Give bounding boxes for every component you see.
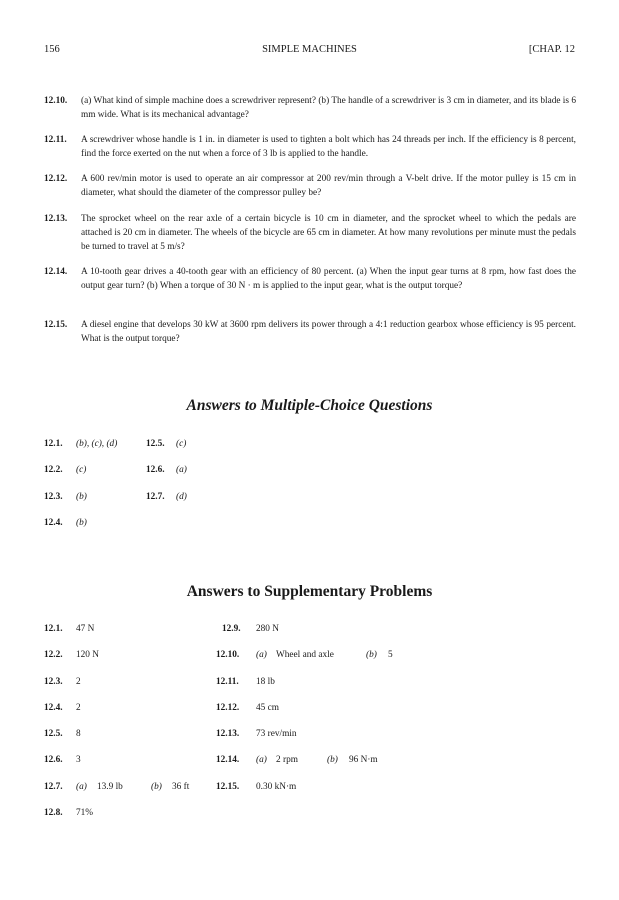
mc-ans: (b) [76,518,87,528]
sp-ans: 0.30 kN·m [256,782,297,792]
problem-number: 12.13. [44,214,68,224]
sp-num: 12.14. [216,755,240,765]
problem-number: 12.15. [44,320,68,330]
problem-text: The sprocket wheel on the rear axle of a certain bicycle is 10 cm in diameter, and the sprocket wheel to which the pedals are attached is 20 cm in diameter. The wheels of the bicycle are 65 cm in diameter. At how many revolutions per minute must the pedals be turned to travel at 5 m/s? [81,214,576,252]
sp-num: 12.8. [44,808,63,818]
sp-num: 12.5. [44,729,63,739]
mc-ans: (d) [176,492,187,502]
sp-ans: 71% [76,808,94,818]
sp-answer [44,808,93,818]
problem-12-10 [44,94,576,122]
mc-num: 12.6. [146,465,165,475]
sp-ans: 45 cm [256,703,279,713]
sp-value-b: 96 N·m [349,755,378,765]
mc-answer [44,492,87,502]
page-number: 156 [44,44,60,55]
sp-part-b: (b) [327,755,338,765]
sp-answer [216,703,279,713]
mc-num: 12.3. [44,492,63,502]
sp-part-b: (b) [151,782,162,792]
sp-ans: 120 N [76,650,99,660]
sp-answer [44,729,81,739]
mc-ans: (b) [76,492,87,502]
sp-num: 12.6. [44,755,63,765]
sp-answer [44,755,81,765]
sp-num: 12.4. [44,703,63,713]
problem-text: A diesel engine that develops 30 kW at 3600 rpm delivers its power through a 4:1 reduction gearbox whose efficiency is 95 percent. What is the output torque? [81,320,576,344]
sp-ans: 280 N [256,624,279,634]
sp-answer [44,624,94,634]
sp-ans: 2 [76,703,81,713]
sp-ans: 73 rev/min [256,729,297,739]
sp-num: 12.15. [216,782,240,792]
problem-number: 12.14. [44,267,68,277]
sp-answer [216,729,297,739]
problem-text: (a) What kind of simple machine does a screwdriver represent? (b) The handle of a screwdriver is 3 cm in diameter, and its blade is 6 mm wide. What is its mechanical advantage? [81,96,576,120]
sp-num: 12.11. [216,677,239,687]
sp-answer [44,703,81,713]
problem-text: A screwdriver whose handle is 1 in. in diameter is used to tighten a bolt which has 24 threads per inch. If the efficiency is 8 percent, find the force exerted on the nut when a force of 3 lb is applied to the handle. [81,135,576,159]
mc-num: 12.2. [44,465,63,475]
sp-num: 12.3. [44,677,63,687]
problem-12-13 [44,212,576,254]
problem-text: A 10-tooth gear drives a 40-tooth gear with an efficiency of 80 percent. (a) When the input gear turns at 8 rpm, how fast does the output gear turn? (b) When a torque of 30 N · m is applied to the input gear, what is the output torque? [81,267,576,291]
sp-part-b: (b) [366,650,377,660]
mc-ans: (b), (c), (d) [76,439,118,449]
running-title: SIMPLE MACHINES [262,44,357,55]
sp-part-a: (a) [256,755,267,765]
sp-part-a: (a) [76,782,87,792]
sp-answer [216,755,378,765]
mc-num: 12.4. [44,518,63,528]
sp-answer [216,677,275,687]
sp-num: 12.1. [44,624,63,634]
sp-num: 12.7. [44,782,63,792]
mc-answer [44,439,117,449]
sp-num: 12.2. [44,650,63,660]
problem-text: A 600 rev/min motor is used to operate an air compressor at 200 rev/min through a V-belt drive. If the motor pulley is 15 cm in diameter, what should the diameter of the compressor pulley be? [81,174,576,198]
sp-answer [44,650,99,660]
sp-num: 12.9. [222,624,241,634]
mc-num: 12.1. [44,439,63,449]
mc-ans: (c) [176,439,187,449]
sp-ans: 47 N [76,624,95,634]
mc-answers-heading: Answers to Multiple-Choice Questions [186,397,433,414]
problem-12-11 [44,133,576,161]
sp-value-b: 5 [388,650,393,660]
sp-value-b: 36 ft [172,782,190,792]
mc-ans: (a) [176,465,187,475]
sp-value-a: 13.9 lb [97,782,123,792]
problem-12-14 [44,265,576,293]
problem-12-15 [44,318,576,346]
supplementary-answers-heading: Answers to Supplementary Problems [186,583,433,600]
problem-number: 12.11. [44,135,67,145]
sp-ans: 2 [76,677,81,687]
mc-answer [44,465,86,475]
sp-value-a: 2 rpm [276,755,298,765]
problem-number: 12.10. [44,96,68,106]
sp-value-a: Wheel and axle [276,650,334,660]
sp-ans: 18 lb [256,677,275,687]
sp-answer [44,677,81,687]
sp-ans: 3 [76,755,81,765]
mc-answer [146,465,187,475]
sp-part-a: (a) [256,650,267,660]
sp-ans: 8 [76,729,81,739]
sp-answer [222,624,279,634]
sp-num: 12.13. [216,729,240,739]
mc-answer [146,439,186,449]
sp-answer [44,782,189,792]
chapter-label: [CHAP. 12 [528,44,575,55]
mc-answer [44,518,87,528]
mc-answer [146,492,187,502]
sp-num: 12.12. [216,703,240,713]
mc-ans: (c) [76,465,87,475]
sp-answer [216,650,393,660]
sp-answer [216,782,296,792]
mc-num: 12.7. [146,492,165,502]
mc-num: 12.5. [146,439,165,449]
problem-12-12 [44,172,576,200]
sp-num: 12.10. [216,650,240,660]
problem-number: 12.12. [44,174,68,184]
